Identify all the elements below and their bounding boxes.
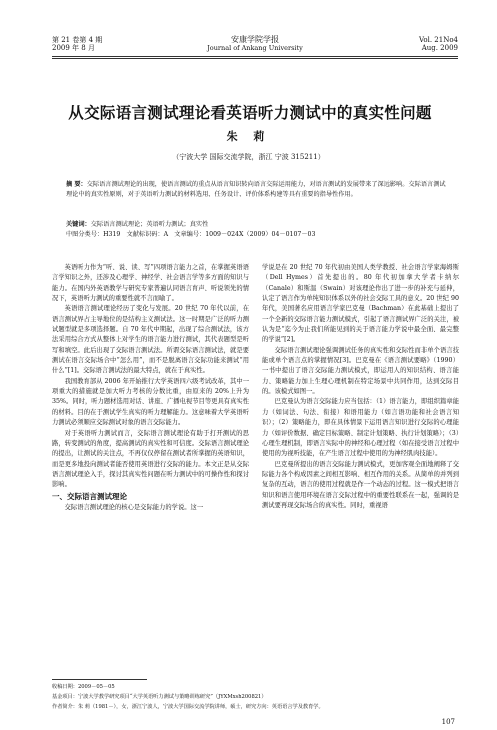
paragraph: 巴克曼所提出的语言交际能力测试模式，更加客观全面地阐释了交际能力各个构成因素之间相互影响、相互作用的关系。从简单的并列到复杂的互动，语言的使用过程就是作一个动态的过程。这一模式把语言知识和语言使用环境在语言交际过程中的重要性联系在一起，强调的是测试要再现交际场合的真实性。同时，重视语 bbox=[262, 460, 459, 509]
footnote-received: 收稿日期：2009－05－05 bbox=[52, 684, 115, 690]
paragraph: 交际语言测试理论的核心是交际能力的学说。这一 bbox=[64, 503, 204, 511]
paragraph: 我国教育部从 2006 年开始推行大学英语四六级考试改革，其中一项重大的措施就是加大听力考核的分数比重，由原来的 20%上升为 35%。同时，听力题材选用对话、讲座、广播电视节目等更具有真实性的材料。目的在于测试学生真实的听力理解能力。这意味着大学英语听力测试必须顺应交际测试对象的语言交际能力。 bbox=[52, 377, 249, 427]
header-right bbox=[419, 36, 458, 52]
date-cn: 2009 年 8 月 bbox=[52, 44, 95, 52]
paragraph: 交际语言测试理论强调测试任务的真实性和交际性而非单个语言技能或单个语言点的掌握情况[3]。巴克曼在《语言测试要略》（1990）一书中提出了语言交际能力测试模式，即运用人的知识结构、语言能力、策略能力加上生理心理机制在特定场景中共同作用，达到交际目的。该模式如图一。 bbox=[262, 346, 459, 396]
paragraph: 英语语言测试理论经历了变化与发展。20 世纪 70 年代以前，在语言测试界占主导地位的是结构主义测试法。这一时期是广泛的听力测试题型就是多项选择题。自 70 年代中期起，出现了综合测试法，该方法采用综合方式从整体上对学生的语言能力进行测试，其代表题型是听写和填空。此后出现了交际语言测试法。所谓交际语言测试法，就是要测试在语言交际场合中“怎么用”，而不是脱离语言交际功能来测试“用什么”[1]。交际语言测试法的最大特点，就在于真实性。 bbox=[52, 305, 249, 375]
classification-line: 中图分类号：H319 文献标识码：A 文章编号：1009－024X（2009）04－0107－03 bbox=[66, 231, 316, 238]
author-name: 朱 莉 bbox=[226, 130, 271, 143]
header-rule-thin bbox=[52, 58, 458, 59]
abstract-text: 交际语言测试理论的出现，使语言测试的重点从语言知识转向语言交际运用能力，对语言测试的发展带来了深远影响。交际语言测试理论中的真实性原则，对于英语听力测试的材料选用、任务设计、评价体系构建等具有重要的指导性作用。 bbox=[66, 181, 446, 198]
journal-name-cn: 安康学院学报 bbox=[231, 35, 279, 44]
section-heading: 一、交际语言测试理论 bbox=[52, 491, 127, 501]
paragraph: 英语听力作为“听、说、读、写”四项语言能力之首，在掌握英语语言学知识之外，还涉及心理学、神经学、社会语言学等多方面的知识与能力。在国内外英语教学与研究专家普遍认同语言育声、听说领先的情况下，英语听力测试的重要性就不言而喻了。 bbox=[52, 264, 249, 303]
volume-cn: 第 21 卷第 4 期 bbox=[52, 36, 103, 44]
footnote-author-bio: 作者简介：朱 莉（1981－），女，浙江宁波人，宁波大学国际交流学院讲师，硕士，研究方向：英语语言学及教育学。 bbox=[52, 704, 324, 710]
page-number: 107 bbox=[441, 718, 455, 726]
paragraph: 学说是在 20 世纪 70 年代初由美国人类学教授、社会语言学家海姆斯（Dell Hymes）首先提出的。80 年代初加拿大学者卡纳尔（Canale）和斯温（Swain）对该理论作出了进一步的补充与延伸，认定了语言作为单纯知识体系以外的社会交际工具的意义。20 世纪 90 年代，美国著名应用语言学家巴克曼（Bachman）在此基础上提出了一个全新的交际语言能力测试模式，引起了语言测试界广泛的关注，被认为是“迄今为止我们所能见到的关于语言能力学说中最全面、最完整的学说”[2]。 bbox=[262, 264, 459, 344]
footnote-funding: 基金项目：宁波大学教学研究项目“大学英语听力测试与策略训练研究”（JYXMxsh200821） bbox=[52, 694, 267, 700]
header-rule bbox=[52, 56, 458, 57]
header-center bbox=[52, 36, 458, 52]
footnote-rule bbox=[52, 679, 147, 680]
volume-en: Vol. 21No4 bbox=[418, 36, 458, 44]
abstract-label: 摘 要： bbox=[66, 181, 87, 188]
left-column bbox=[52, 263, 249, 513]
paragraph: 巴克曼认为语言交际能力应当包括：（1）语言能力，即组织篇章能力（如词法、句法、衔接）和语用能力（如言语功能和社会语言知识）；（2）策略能力，即在具体情景下运用语言知识进行交际的心理能力（如评价数据、确定目标策略、制定计划策略、执行计划策略）；（3）心理生理机制，即语言实际中的神经和心理过程（如在接受语言过程中使用的为视听技能，在产生语言过程中使用的为神经肌肉技能）。 bbox=[262, 398, 459, 458]
keywords bbox=[66, 220, 446, 230]
date-en: Aug. 2009 bbox=[421, 44, 458, 52]
article-title: 从交际语言测试理论看英语听力测试中的真实性问题 bbox=[68, 104, 432, 122]
journal-name-en: Journal of Ankang University bbox=[207, 44, 303, 52]
paragraph: 对于英语听力测试而言，交际语言测试理论有助于打开测试的思路，转变测试的角度，提高测试的真实性和可信度。交际语言测试理论的提出，让测试的关注点，不再仅仅停留在测试者所掌握的英语知识，而是更多地投向测试者能否使用英语进行交际的能力。本文正是从交际语言测试理论入手，探讨其真实性问题在听力测试中的可操作性和探讨影响。 bbox=[52, 429, 249, 489]
keywords-text: 交际语言测试理论；英语听力测试；真实性 bbox=[90, 221, 209, 228]
keywords-label: 关键词： bbox=[66, 221, 91, 228]
author-affiliation: （宁波大学 国际交流学院，浙江 宁波 315211） bbox=[172, 153, 325, 161]
footnotes bbox=[52, 682, 462, 712]
abstract bbox=[66, 180, 446, 200]
right-column bbox=[262, 263, 459, 511]
